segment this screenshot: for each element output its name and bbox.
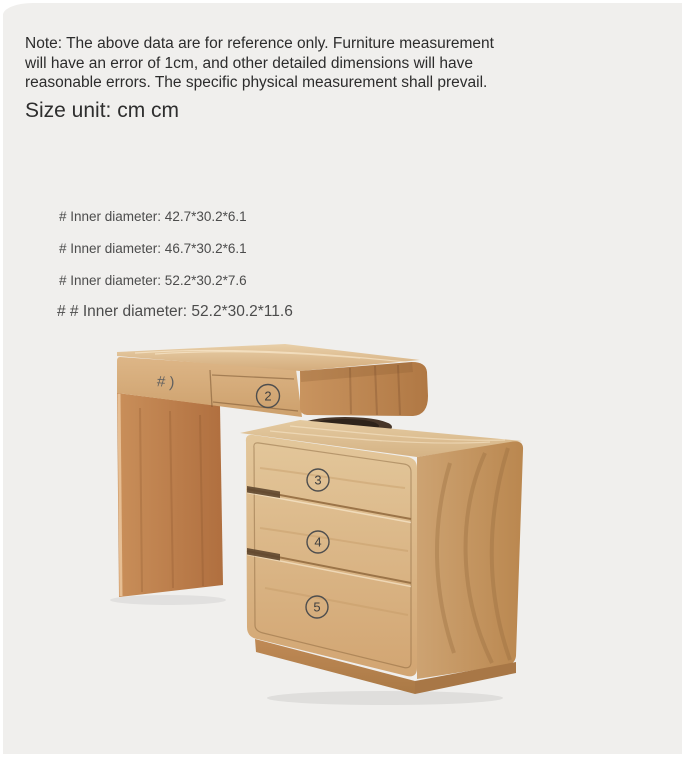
measurement-item: # # Inner diameter: 52.2*30.2*11.6	[57, 303, 293, 320]
leg-floor-shadow	[110, 595, 226, 605]
drawer-label-3-digit: 3	[314, 472, 322, 488]
cabinet-side-panel	[417, 441, 523, 679]
measurement-item: # Inner diameter: 42.7*30.2*6.1	[59, 209, 247, 224]
cabinet-group	[240, 420, 523, 694]
measurement-item: # Inner diameter: 46.7*30.2*6.1	[59, 241, 247, 256]
desk-leg-edge-highlight	[119, 394, 121, 596]
drawer-label-4-digit: 4	[314, 534, 322, 550]
size-unit-heading: Size unit: cm cm	[25, 99, 180, 122]
drawer-label-2-digit: 2	[264, 388, 272, 404]
furniture-photo	[60, 338, 540, 710]
cabinet-floor-shadow	[267, 691, 503, 705]
drawer-label-5-digit: 5	[313, 599, 321, 615]
measurement-item: # Inner diameter: 52.2*30.2*7.6	[59, 273, 247, 288]
drawer-label-1: # )	[156, 373, 176, 392]
note-text: Note: The above data are for reference only. Furniture measurement will have an error of 1cm, and other detailed dimensions will have reasonable errors. The specific physical measurement shall prevail.	[25, 35, 494, 91]
